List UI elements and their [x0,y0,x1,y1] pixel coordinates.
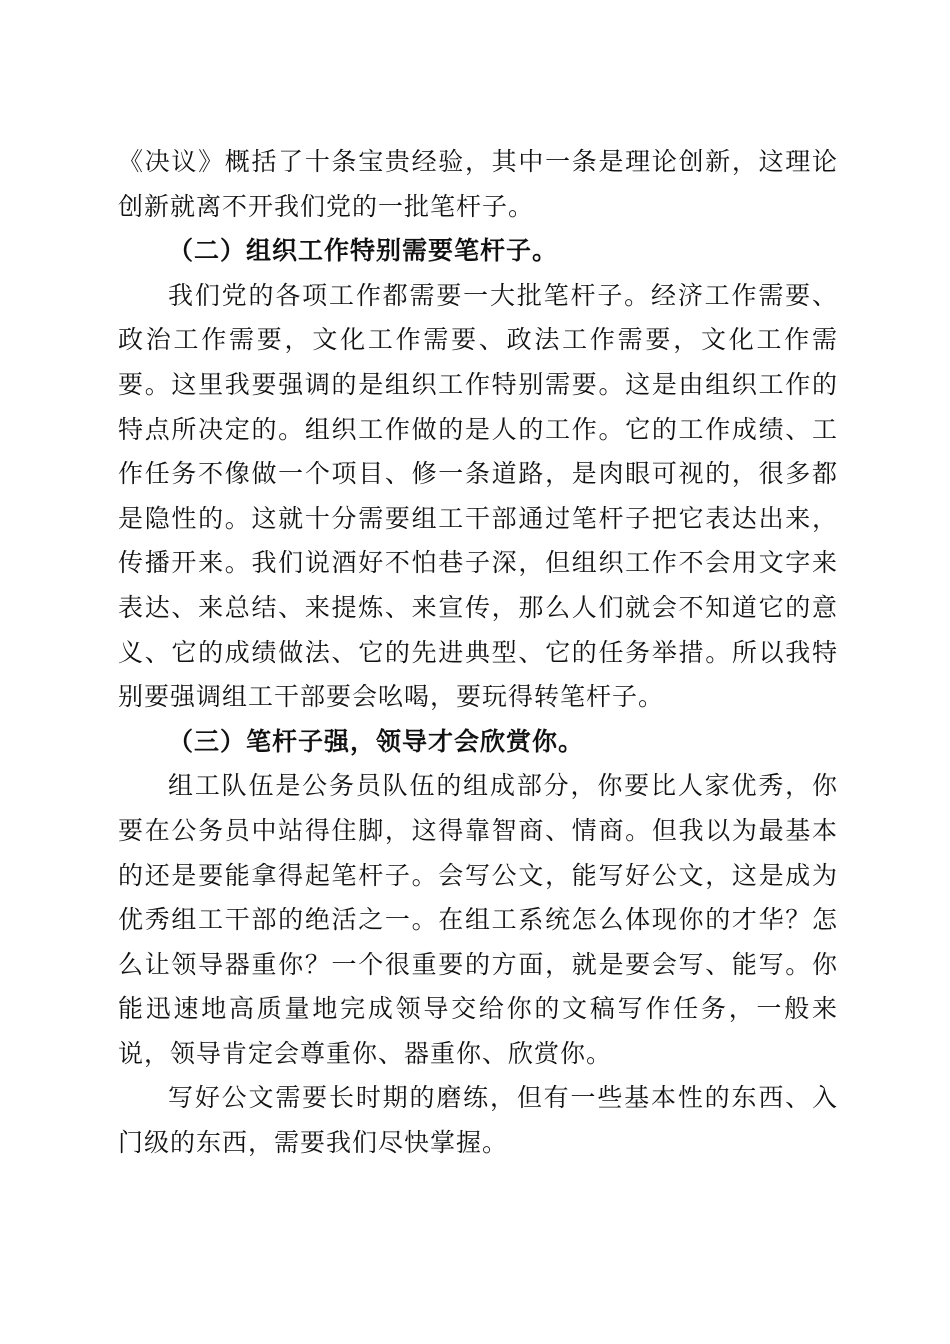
paragraph-writing-practice: 写好公文需要长时期的磨练，但有一些基本性的东西、入门级的东西，需要我们尽快掌握。 [118,1083,838,1158]
section-heading-3: （三）笔杆子强，领导才会欣赏你。 [168,726,585,756]
section-heading-2: （二）组织工作特别需要笔杆子。 [168,236,559,266]
document-page [118,140,838,1166]
paragraph-leadership: 组工队伍是公务员队伍的组成部分，你要比人家优秀，你要在公务员中站得住脚，这得靠智商、情商。但我以为最基本的还是要能拿得起笔杆子。会写公文，能写好公文，这是成为优秀组工干部的绝活之一。在组工系统怎么体现你的才华？怎么让领导器重你？一个很重要的方面，就是要会写、能写。你能迅速地高质量地完成领导交给你的文稿写作任务，一般来说，领导肯定会尊重你、器重你、欣赏你。 [118,771,838,1068]
paragraph-continuation: 《决议》概括了十条宝贵经验，其中一条是理论创新，这理论创新就离不开我们党的一批笔杆子。 [118,147,838,221]
paragraph-org-work: 我们党的各项工作都需要一大批笔杆子。经济工作需要、政治工作需要，文化工作需要、政法工作需要，文化工作需要。这里我要强调的是组织工作特别需要。这是由组织工作的特点所决定的。组织工作做的是人的工作。它的工作成绩、工作任务不像做一个项目、修一条道路，是肉眼可视的，很多都是隐性的。这就十分需要组工干部通过笔杆子把它表达出来，传播开来。我们说酒好不怕巷子深，但组织工作不会用文字来表达、来总结、来提炼、来宣传，那么人们就会不知道它的意义、它的成绩做法、它的先进典型、它的任务举措。所以我特别要强调组工干部要会吆喝，要玩得转笔杆子。 [118,280,838,712]
